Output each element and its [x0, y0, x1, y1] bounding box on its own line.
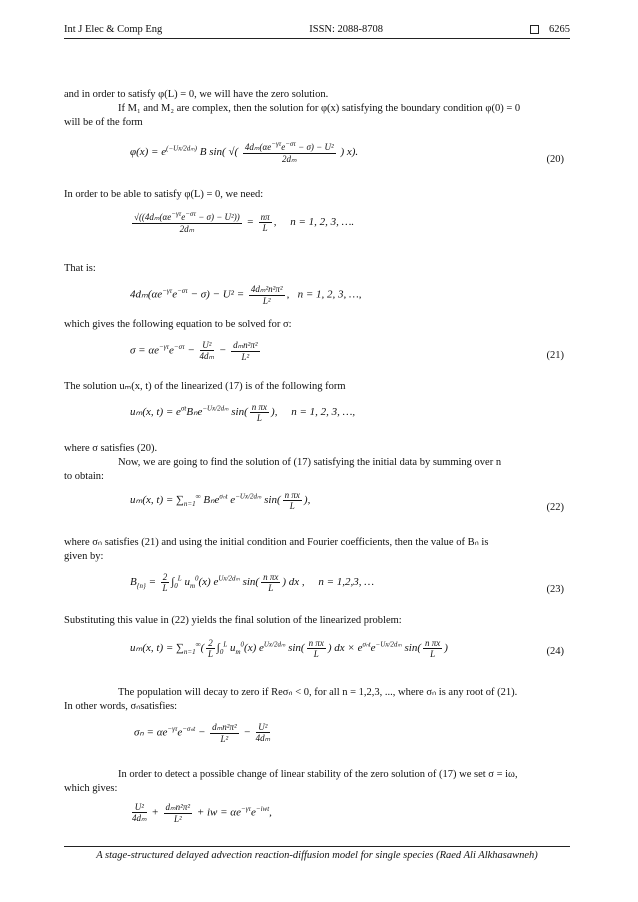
paragraph: The population will decay to zero if Reσₙ < 0, for all n = 1,2,3, ..., where σₙ is any root of (21). [118, 687, 518, 698]
paragraph: In other words, σₙsatisfies: [64, 701, 178, 712]
header-rule [64, 38, 570, 39]
page-footer: A stage-structured delayed advection reaction-diffusion model for single species (Raed Ali Alkhasawneh) [96, 850, 538, 861]
paragraph: If M₁ and M₂ are complex, then the solution for φ(x) satisfying the boundary condition φ(0) = 0 [118, 103, 521, 114]
paragraph: where σ satisfies (20). [64, 443, 158, 454]
equation-22: uₘ(x, $t) = \sum_{n=1}^\infty$ Bₙe$^{\sigma_nt}$ $e^{-Ux/2d_m}$ sin( $\frac{\text{n πx}}{L}$ ), [130, 490, 311, 511]
equation-23: $B_{\{n\}}$ = $\frac{2}{L}$ $\int_0^L$ $u_m^0(x)$ $e^{Ux/2d_m}$ sin( $\frac{\text{n πx}}{L}$ ) dx , n = 1,2,3, … [130, 572, 375, 593]
eq-number: (23) [546, 584, 564, 595]
journal-name: Int J Elec & Comp Eng [64, 23, 163, 35]
paragraph: to obtain: [64, 471, 104, 482]
eq-number: (21) [546, 350, 564, 361]
paragraph: which gives: [64, 783, 118, 794]
equation-24: uₘ(x, $t) = \sum_{n=1}^\infty$( $\frac{2}{L}$ $\int_0^L$ $u_m^0(x)$ $e^{Ux/2d_m}$ sin( $\frac{\text{n πx}}{L}$ ) dx × $e^{\sigma_nt}e^{-Ux/2d_m}$ sin( $\frac{\text{n πx}}{L}$ ) [130, 638, 448, 659]
paragraph: given by: [64, 551, 104, 562]
paragraph: Substituting this value in (22) yields the final solution of the linearized problem: [64, 615, 402, 626]
paragraph: In order to be able to satisfy φ(L) = 0, we need: [64, 189, 264, 200]
equation: $\frac{√((4d_m(\alpha e^{-\gamma\tau}e^{-\sigma\tau} - \sigma) - U^2))}{\text{2dₘ}}$ = $\frac{n\pi}{L}$ , n = 1, 2, 3, …. [134, 210, 355, 234]
paragraph: The solution uₘ(x, t) of the linearized (17) is of the following form [64, 381, 346, 392]
equation: $\frac{\text{U²}}{\text{4dₘ}}$ + $\frac{\text{dₘn²π²}}{\text{L²}}$ + iw = $\alpha e^{-\gamma\tau}e^{-iwt}$, [132, 802, 272, 824]
paragraph: will be of the form [64, 117, 143, 128]
issn: ISSN: 2088-8708 [309, 23, 384, 35]
equation-20: $\varphi(x) = e^{(-Ux/2d_m)}$ B sin( √( $\frac{4d_m(\alpha e^{-\gamma\tau}e^{-\sigma\tau} - \sigma) - U^2}{\text{2dₘ}}$ ) x). [130, 140, 359, 164]
paragraph: In order to detect a possible change of linear stability of the zero solution of (17) we set σ = iω, [118, 769, 518, 780]
eq-number: (24) [546, 646, 564, 657]
eq-number: (22) [546, 502, 564, 513]
equation: $4d_m(\alpha e^{-\gamma\tau}e^{-\sigma\tau} - \sigma) - U^2$ = $\frac{\text{4dₘ²n²π²}}{\text{L²}}$ , n = 1, 2, 3, …, [130, 284, 362, 306]
paragraph: That is: [64, 263, 96, 274]
paragraph: and in order to satisfy φ(L) = 0, we will have the zero solution. [64, 89, 329, 100]
paragraph: where σₙ satisfies (21) and using the initial condition and Fourier coefficients, then the value of Bₙ is [64, 537, 489, 548]
paragraph: Now, we are going to find the solution of (17) satisfying the initial data by summing over n [118, 457, 502, 468]
eq-number: (20) [546, 154, 564, 165]
equation: $\sigma_n = \alpha e^{-\gamma\tau}e^{-\sigma_nt}$ − $\frac{\text{dₘn²π²}}{\text{L²}}$ − $\frac{\text{U²}}{\text{4dₘ}}$ [134, 722, 271, 744]
equation: uₘ(x, $t) = e^{\sigma t}B_ne^{-Ux/2d_m}$ sin( $\frac{\text{n πx}}{L}$ ), n = 1, 2, 3, …, [130, 402, 356, 423]
equation-21: $\sigma = \alpha e^{-\gamma\tau}e^{-\sigma\tau}$ − $\frac{\text{U²}}{\text{4dₘ}}$ − $\frac{\text{dₘn²π²}}{\text{L²}}$ [130, 340, 258, 362]
page-number: 6265 [549, 23, 570, 35]
page-header [64, 20, 570, 38]
footer-rule [64, 846, 570, 847]
paragraph: which gives the following equation to be solved for σ: [64, 319, 292, 330]
square-icon [530, 25, 539, 34]
